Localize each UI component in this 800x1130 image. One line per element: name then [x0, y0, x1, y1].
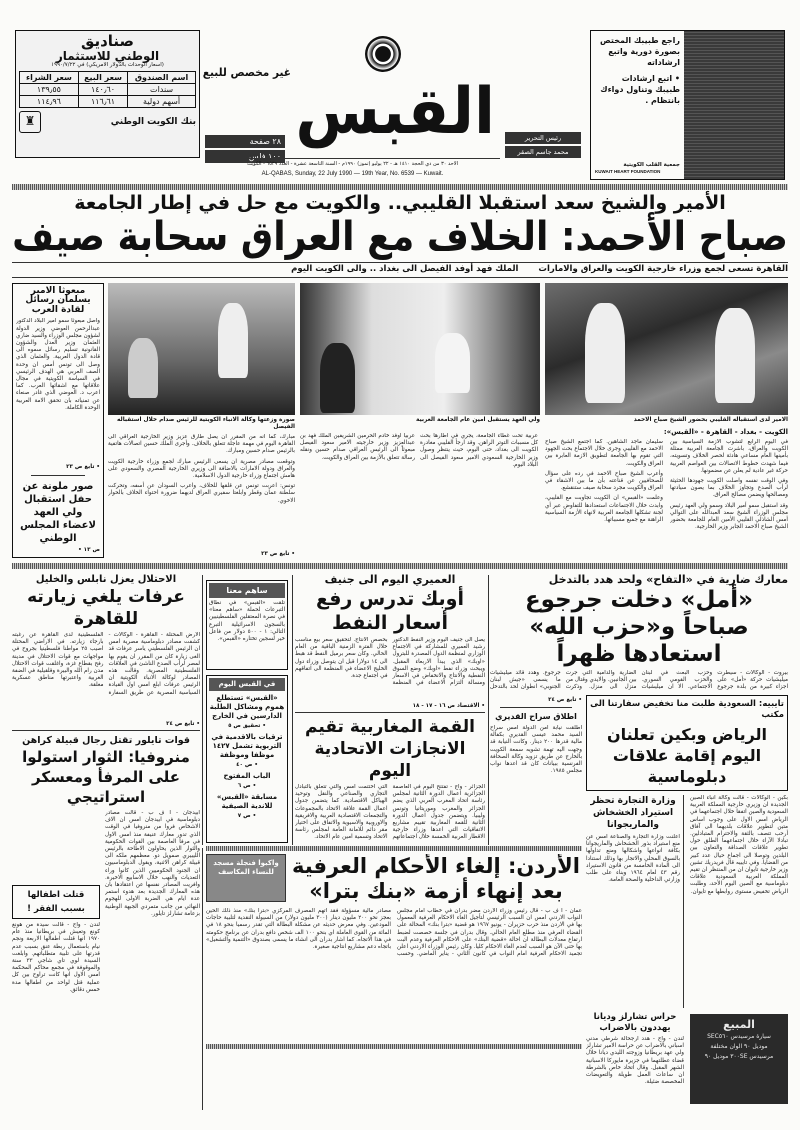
divider-bar	[12, 563, 788, 569]
car-ad-line: سيارة مرسيدس SEC٥٦٠	[707, 1033, 771, 1040]
lead-headline: صباح الأحمد: الخلاف مع العراق سحابة صيف	[12, 214, 789, 260]
inside-today-title: في القبس اليوم	[209, 678, 285, 691]
contribute-body: تلقت «القبس» في نطاق التبرعات لحملة «ساهم معنا» في نصرة المعتقلين الفلسطينيين بالسجون الاسرائيلية التبرع التالي: ١ - ٥٠٠ دولار من فاعل خير لسجين تختاره «القبس».	[209, 600, 285, 643]
paragraph: وقد استقبل سمو أمير البلاد وسمو ولي العهد رئيس مجلس الوزراء الشيخ سعد العبدالله على التوالي أمس الشاذلي القليبي الأمين العام للجامعة بحضور الشيخ صباح الاحمد الجابر وزير الخارجية.	[670, 502, 788, 531]
saudi-china-headline: الرياض وبكين تعلنان اليوم إقامة علاقات دبلوماسية	[606, 725, 768, 786]
ad-title: صناديق	[80, 32, 135, 50]
lead-kicker: الأمير والشيخ سعد استقبلا القليبي.. والكويت مع حل في إطار الجامعة	[74, 192, 726, 214]
saudi-china-box	[586, 695, 788, 791]
photo-caption: صورة وزعتها وكالة الانباء الكويتية للرئيس صدام خلال استقباله الفيصل	[117, 417, 295, 430]
guards-story	[586, 1012, 684, 1108]
paragraph: في اليوم الرابع لتشوب الأزمة السياسية بين الكويت والعراق، باشرت الجامعة العربية ممثلة بأمينها العام مساعي هادئة لحصر الخلاف وتسويته، فيما شهدت خطوط الاتصالات بين العواصم العربية حركة غير عادية لم يعلن عن مضمونها.	[670, 439, 788, 474]
amal-story	[490, 573, 788, 691]
price: ١٠٠ فلس	[205, 150, 285, 163]
amal-body: بيروت - الوكالات - سيطرت ميليشيات حركة «أمل» على اجزاء كبيرة من بلدة جرجوع وحزب البعث في لبنان والحزب القومي السوري. الاجتماعي. الا ان ميليشيات الضارية والدامية التي جرت بين الجانبين. والايدي وقتال من منزل الى منزل. وذكرت جرجوع. وهدد قائد ميليشيات ما يسمى «جيش لبنان الجنوبي» انطوان لحد بالتدخل	[490, 670, 788, 691]
qadiri-story	[490, 695, 582, 845]
divider-bar	[12, 184, 788, 190]
photo-saddam-faisal	[108, 283, 295, 415]
saudi-china-wrapper	[586, 695, 788, 1008]
ad-org-en: KUWAIT HEART FOUNDATION	[595, 169, 661, 174]
divider-bar	[206, 1044, 582, 1049]
inside-item-page: • تحقيق ص ٥	[228, 723, 266, 729]
cell: سندات	[128, 84, 196, 96]
bank-logo-icon: ♜	[19, 111, 41, 133]
liberia-kicker: قوات تايلور تقتل رجال قبيلة كراهن	[22, 735, 190, 746]
cell: ١٣٩٫٥٥	[20, 84, 79, 96]
side-story-title: مبعوثا الامير يسلمان رسائل لقادة العرب	[25, 286, 91, 315]
liberia-headline: منروفيا: الثوار استولوا على المرفأ ومعسكر استراتيجي	[22, 748, 190, 806]
flame-emblem-icon	[365, 36, 401, 72]
cell: ١١٦٫٦١	[78, 96, 127, 108]
ad-image	[684, 31, 784, 179]
divider-bar	[206, 846, 582, 851]
mother-body: لندن - واج - قالت سيدة من هونغ كونغ وتعيش في بريطانيا منذ عام ١٩٧٠ انها قتلت اطفالها الاربعة ونجم نيام باستعمال ربطة عنق بسبب عدم قدرتها على تلبية متطلباتهم. وابلغت السيدة لوي تاي شاجي ٣٣ سنة والموقوفة في مجمع محاكم المحكمة امس الاول انها كانت تراوح بين كل عملية قتل لواحد من اطفالها مدة خمس دقائق.	[12, 922, 100, 993]
inside-item-page: • ص ٤٠	[236, 762, 258, 768]
inside-item-page: • ص ٧	[237, 813, 257, 819]
ad-subtitle: (اسعار الوحدات بالدولار الامريكي) في ١٩٩٠/٧/٢٢	[51, 62, 164, 69]
subhead: الملك فهد أوفد الفيصل الى بغداد .. والى الكويت اليوم	[291, 264, 519, 274]
fund-prices-table	[19, 71, 196, 108]
heart-foundation-ad	[590, 30, 785, 180]
contribute-title: ساهم معنا	[209, 583, 285, 598]
ad-title-2: الوطني للاستثمار	[55, 48, 160, 63]
lead-body-col	[670, 439, 788, 560]
mother-headline-box	[12, 885, 100, 919]
jordan-headline-2: بعد إنهاء أزمة «بنك بترا»	[309, 879, 563, 903]
editor-name: محمد جاسم الصقر	[505, 146, 581, 158]
ad-line-2: • اتبع ارشادات طبيبك وتناول دواءك بانتظام .	[600, 74, 680, 105]
opec-body: يصل الى جنيف اليوم وزير النفط الدكتور رشيد العميري للمشاركة في الاجتماع الوزاري لمنظمة الدول المصدرة للبترول «اوبك» الذي يبدأ الاربعاء المقبل. ويبحث وزراء نفط «اوبك» وضع السوق النفطية والانتاج والانخفاض في الاسعار ومسالة التزام الاعضاء في المنظمة بحصص الانتاج. لتحقيق سعر بيع مناسب خلال الفترة الزمنية الباقية من العام الحالي. وكان سعر برميل النفط قد هبط الى ١٤ دولارا قبل ان يتوصل وزراء دول الخليج الاعضاء في المنظمة الى اتفاقهم في اجتماع جدة.	[295, 637, 485, 687]
not-for-sale: غير مخصص للبيع	[202, 66, 291, 79]
lead-body-col	[300, 433, 415, 560]
liberia-body: ابيدجان - أ ف ب - قالت مصادر دبلوماسية في ابيدجان امس ان الاف الاشخاص فروا من منروفيا في الوقت الذي تدور معارك عنيفة منذ امس الاول في مرفأ العاصمة بين القوات الحكومية والثوار الذين يحاولون الاطاحة بالرئيس الليبيري صمويل دو. معظمهم ملكه الى قبيلة كراهن الاثنية، ويقول الدبلوماسيون ان الجنود الحكوميين الذين كانوا وراء التعديات والنهب خلال الاسابيع الاخيرة. وافريت المصادر نفسها عن اعتقادها بان هذه المعارك الجديدة بعد هدوء استمر عدة ايام هي الضربة الاولى للهجوم النهائي من جانب متمردي الجبهة الوطنية بزعامة تشارلز تايلور.	[105, 810, 200, 917]
inside-item-title: مسابقة «القبس» للاندية الصيفية	[216, 793, 278, 810]
opec-story	[295, 573, 485, 710]
side-story-body: واصل مبعوثا سمو امير البلاد الدكتور عبدالرحمن العوضي وزير الدولة لشؤون مجلس الوزراء والسيد ضاري العثمان وزير العدل والشؤون القانونية تسليم رسائل سموه الى قادة الدول العربية. والعثمان الذي وصل الى تونس أمس ان وحدة الصف العربي هي الهدف الرئيسي في السياسة الكويتية في مجال علاقاتها مع اشقائها العرب. كما اعرب د. العوضي الذي غادر صنعاء عن تمنياته بان تحقق الامة العربية الوحدة الكاملة.	[16, 318, 100, 411]
col-header: سعر البيع	[78, 72, 127, 84]
jump-note: • الاقتصاد ص ١٦ - ١٧ - ١٨	[412, 703, 485, 709]
editor-title: رئيس التحرير	[505, 132, 581, 144]
lead-dateline: الكويت - بغداد - القاهرة - «القبس»:	[663, 428, 788, 436]
maghreb-headline: القمة المغاربية تقيم الانجازات الاتحادية اليوم	[305, 717, 475, 781]
jump-note: • تابع ص ٢٤	[548, 697, 582, 703]
lead-subheads	[12, 264, 788, 275]
car-ad-line: مرسيدس ٣٠٠SE موديل ٩٠	[704, 1053, 774, 1060]
arafat-story	[12, 573, 200, 728]
liberia-story	[12, 734, 200, 1108]
paragraph: وتوقعت مصادر مصرية ان يسعى الرئيس مبارك لجمع وزراء خارجية الكويت والعراق ودولة الامارات بالاضافة الى وزيري الخارجية المصري والسعودي على هامش اجتماع وزراء خارجية الدول الاسلامية.	[108, 458, 295, 480]
table-row	[20, 84, 196, 96]
table-row	[20, 96, 196, 108]
paragraph: عربية تحت غطاء الجامعة، يجري في اطارها بحث كل مسببات التوتر الراهن. وقد ارجأ القليبي مغادرة الكويت الى بغداد، حتى اليوم، حيث ينتظر وصول وزير الخارجية السعودي الامير سعود الفيصل الى البلاد اليوم.	[420, 433, 538, 468]
trade-body: اعلنت وزارة التجارة والصناعة امس عن منع استيراد بذور الخشخاش والماريجوانا بكافة انواعها واشكالها ومنع تداولها بالسوق المحلي والاتجار بها وذلك استنادا الى المادة الخامسة من قانون الاستيراد رقم ٤٣ لعام ١٩٦٤ وبناء على طلب وزارتي الداخلية والصحة العامة.	[586, 834, 680, 884]
jump-note: • تابع ص ٢٣	[66, 464, 100, 471]
opec-kicker: العميري اليوم الى جنيف	[324, 573, 456, 586]
lead-body-col	[420, 433, 538, 560]
trade-story	[586, 795, 684, 1008]
jump-note: • تابع ص ٢٣	[261, 551, 295, 557]
cell: ١٤٠٫٦٠	[78, 84, 127, 96]
subhead: القاهرة تسعى لجمع وزراء خارجية الكويت والعراق والامارات	[538, 264, 788, 274]
jordan-photo-box: واكبوا فنجلة مسجد للنساء المكاسف	[206, 854, 286, 902]
photo-crown-prince	[300, 283, 540, 415]
inside-item[interactable]	[209, 772, 285, 790]
mother-story	[12, 810, 100, 1108]
ad-line-1: راجع طبيبك المختص بصورة دورية واتبع ارشاداته	[600, 36, 680, 67]
page-count: ٢٨ صفحة	[205, 135, 285, 148]
date-english: AL-QABAS, Sunday, 22 July 1990 — 19th Year, No. 6539 — Kuwait.	[261, 171, 444, 177]
col-header: سعر الشراء	[20, 72, 79, 84]
editor-box	[505, 132, 581, 158]
opec-headline: أوبك تدرس رفع أسعار النفط	[315, 588, 464, 634]
newspaper-logo: القبس	[295, 75, 495, 149]
inside-item-title: ترقيات بالاقدمية في التربوية تشمل ١٤٢٧ موظفا وموظفة	[211, 733, 283, 759]
paragraph: سليمان ماجد الشاهين. كما اجتمع الشيخ صباح الاحمد مع القليبي وجرى خلال الاجتماع بحث الجهود التي تقوم بها الجامعة لتطويق الازمة العابرة بين العراق والكويت.	[545, 439, 663, 467]
col-header: اسم الصندوق	[128, 72, 196, 84]
saudi-china-kicker: تايبيه: السعودية طلبت منا تخفيض سفارتنا الى مكتب	[590, 699, 784, 720]
car-ad-title: المبيع	[723, 1018, 755, 1031]
trade-headline: وزارة التجارة تحظر استيراد الخشخاش والماريجوانا	[590, 796, 676, 830]
paragraph: وعلمت «القبس» ان الكويت تجاوبت مع القليبي، وابدت خلال الاجتماعات استعدادها للتفاوض عبر أي لجنة تشكلها الجامعة العربية لانهاء الأزمة السياسية الراهنة مع جميع مسبباتها.	[545, 495, 663, 524]
jump-note: • تابع ص ٢٤	[166, 721, 200, 727]
inside-item-title: «القبس» تستطلع هموم ومشاكل الطلبة الدارسين في الخارج	[209, 694, 285, 720]
paragraph: وفي الوقت نفسه واصلت الكويت جهودها الحثيثة لرأب الصدع وتجاوز الخلاف بما يصون سيادتها ومصالحها ويضمن مصالح العراق.	[670, 478, 788, 499]
jordan-headline-1: الأردن: إلغاء الأحكام العرفية	[291, 854, 581, 878]
arafat-headline: عرفات يلغي زيارته للقاهرة	[27, 587, 185, 629]
jordan-story	[206, 854, 582, 1040]
ad-org: جمعية القلب الكويتية	[623, 162, 680, 168]
paragraph: عربياً أوفد خادم الحرمين الشريفين الملك فهد بن عبدالعزيز وزير خارجيته الامير سعود الفيصل مبعوثاً الى الرئيس العراقي صدام حسين ونقله رسالة تتعلق بالأزمة بين العراق والكويت.	[300, 433, 415, 461]
inside-item[interactable]	[209, 733, 285, 769]
color-photos-note: صور ملونة عن حفل استقبال ولي العهد لاعضاء المجلس الوطني	[20, 481, 96, 545]
photo-emir-qlibi	[545, 283, 788, 415]
inside-item-page: • ص ٦	[237, 783, 257, 789]
car-sale-ad	[690, 1014, 788, 1104]
bank-name: بنك الكويت الوطني	[110, 116, 196, 127]
cell: أسهم دولية	[128, 96, 196, 108]
jordan-body: عمان - أ ف ب - قال رئيس وزراء الاردن مضر بدران في خطاب امام مجلس النواب الاردني امس ان السبب الرئيسي لتأجيل الغاء الاحكام العرفية المعمول بها في الاردن منذ حرب حزيران - يونيو ١٩٦٧ هو قضية «بترا بنك» المحالة على القضاء العرفي منذ مطلع العام الحالي. وقال بدران في جلسة خصصت لضبط ارتفاع معدلات البطالة ان احالة «قضية البنك» على الاحكام العرفية وعدم البت بها حتى الآن هو السبب لعدم الغاء الاحكام كليا. وكان رئيس الوزراء الاردني اعلن تجميد الاحكام العرفية امام النواب في كانون الثاني - يناير الماضي. وحسب مصادر مالية مسؤولة فقد اتهم المصرف المركزي «بترا بنك» منذ ذلك الحين بعجز نحو ٢٠٠ مليون دينار (٣٠٠ مليون دولار) من السيولة النقدية لتلبية حاجات المودعين. وفي معرض حديثه عن مشكلة البطالة التي تقدر رسميا بنحو ١٨ في المائة من القوى العاملة اي بنحو ١٠٠ الف شخص دافع بدران عن برنامج حكومته في هذا الاتجاه. كما اشار بدران الى انشاء ما يسمى بصندوق «التنمية والتشغيل» باتجاه دعم مشاريع انتاجية صغيرة.	[206, 908, 582, 958]
arafat-kicker: الاحتلال يعزل نابلس والخليل	[35, 574, 177, 585]
amal-kicker: معارك ضارية في «التفاح» ولحد هدد بالتدخل	[548, 573, 788, 586]
amal-headline: «أمل» دخلت جرجوع صباحاً و«حزب الله» استعادها ظهراً	[524, 587, 754, 667]
inside-item-title: الباب المفتوح	[223, 772, 271, 780]
paragraph: وأعرب الشيخ صباح الاحمد في رده على سؤال للصحافيين عن قناعته بأن ما بين الاشقاء في العراق والكويت مجرد سحابة صيف ستنقشع.	[545, 470, 663, 492]
qadiri-headline: اطلاق سراح القديري	[495, 712, 577, 721]
lead-body-col	[545, 439, 663, 560]
jump-note: ص ١٣ •	[78, 547, 100, 554]
date-arabic: الاحد ٣٠ من ذي الحجة ١٤١٠ هـ - ٢٢ يوليو (تموز) ١٩٩٠م - السنة التاسعة عشرة - العدد ٦٥٣٩ - الكويت	[247, 161, 458, 167]
guards-body: لندن - واج - هدد ارجحالة شرطي مدني اسباني بالاضراب عن حراسة الامير تشارلز ولي عهد بريطانيا وزوجته الليدي ديانا خلال قضاء عطلتهما في جزيرة مايوركا الاسبانية الشهر المقبل. وقال اتحاد خاص بالشرطة ان ساعات العمل طويلة والتعويضات المخصصة ضئيلة.	[586, 1036, 684, 1086]
mother-headline: قتلت اطفالها بسبب الفقر !	[27, 890, 85, 914]
investment-funds-ad	[15, 30, 200, 158]
inside-item[interactable]	[209, 793, 285, 820]
side-story-envoys	[12, 283, 104, 558]
maghreb-body: الجزائر - واج - تفتتح اليوم في العاصمة الجزائرية اعمال الدورة الثانية لمجلس رئاسة اتحاد المغرب العربي الذي يضم الجزائر والمغرب وموريتانيا وتونس وليبيا. ويتضمن جدول اعمال الدورة الثانية للقمة المغاربية تقييم مشاريع الاتفاقيات التي اعدها وزراء خارجية الاقطار العربية الخمسة خلال اجتماعاتهم التي اختتمت امس والتي تتعلق بالتبادل التجاري والصناعي والنقل وتوحيد الهياكل الاقتصادية. كما يتضمن جدول اعمال القمة علاقة الاتحاد بالمجموعات والتجمعات الاقتصادية العربية والافريقية والاوروبية والاسيوية والاتفاق على اختيار مقر دائم للامانة العامة لمجلس رئاسة الاتحاد وتسمية امين عام الاتحاد.	[295, 784, 485, 841]
contribute-box	[206, 580, 288, 670]
car-ad-line: موديل ٩٠ الوان مختلفة	[710, 1043, 768, 1050]
lead-body-col	[108, 434, 295, 547]
qadiri-body: اطلقت نيابة امن الدولة امس سراح السيد محمد عيسى القديري بكفالة مالية قدرها ٢٠٠ دينار. وكانت النيابة قد وجهت اليه تهمة تشويه سمعة الكويت بالخارج عن طريق تزويد وكالة الصحافة الفرنسية ببيانات كان قد اعدها نواب مجلس ١٩٨٥.	[490, 725, 582, 775]
paragraph: مبارك، كما انه من المقرر ان يصل طارق عزيز وزير الخارجية العراقي الى القاهرة اليوم في مهمة عاجلة تتعلق بالخلاف. وأجرى الملك حسين اتصالات هاتفية بالرئيس صدام حسين ومبارك.	[108, 434, 295, 455]
photo-caption: الامير لدى استقباله القليبي بحضور الشيخ صباح الاحمد	[633, 417, 788, 423]
arafat-body: الارض المحتلة - القاهرة - الوكالات - كشفت مصادر دبلوماسية مصرية امس ان الرئيس الفلسطيني ياسر عرفات قد الغى زيارة كان من المقرر ان يقوم بها لمصر لرأب الصدع الناشئ في العلاقات الفلسطينية المصرية. وقالت هذه المصادر لوكالة الانباء الكويتية ان الرئيس عرفات ابلغ امس اول القيادة السياسية المصرية عن طريق السفارة الفلسطينية لدى القاهرة عن رغبته بارجاء زيارته. في الاراضي المحتلة اصيب ٢٥ مواطنا فلسطينيا بجروح في مواجهات مع قوات الاحتلال في مدينة رفح بقطاع غزة، واغلقت قوات الاحتلال مدن رام الله والبيرة وقلقيلية في الضفة الغربية واعتبرتها مناطق عسكرية مغلقة.	[12, 632, 200, 696]
inside-today-box	[206, 675, 288, 843]
inside-item[interactable]	[209, 694, 285, 730]
guards-headline: حراس تشارلز وديانا يهددون بالاضراب	[593, 1012, 677, 1033]
photo-caption: ولي العهد يستقبل امين عام الجامعة العربية	[415, 417, 540, 423]
paragraph: تونس: اعربت تونس عن قلقها للخلاف، واعرب السودان عن أسفه، وتحركت سلطنة عمان وقطر وابلغتا سفيري العراق لديهما ضرورة احتواء الخلاف بالحوار الاخوي.	[108, 483, 295, 504]
maghreb-story	[295, 716, 485, 844]
cell: ١١٤٫٩٦	[20, 96, 79, 108]
saudi-china-body: بكين - الوكالات - قالت وكالة انباء الصين الجديدة ان وزيري خارجية المملكة العربية السعودية والصين اتفقا خلال اجتماعهما في الرياض امس الاول على وجوب اساس متين لتطوير علاقات بلديهما الى آفاق أرحب تتصف بالثقة والاحترام المتبادلين. تبادلا الآراء خلال اجتماعهما الطلق حول تطوير علاقات الصداقة والتعاون بين البلدين وتوصلا الى اجماع حيال عدد كبير من القضايا. وفي تايبيه قال فريدريك تشين وزير خارجية تايوان ان من المنتظر ان تقيم المملكة العربية السعودية علاقات دبلوماسية مع الصين اليوم الأحد، وطلبت الرياض تخفيض مستوى روابطها مع تايوان.	[690, 795, 788, 895]
